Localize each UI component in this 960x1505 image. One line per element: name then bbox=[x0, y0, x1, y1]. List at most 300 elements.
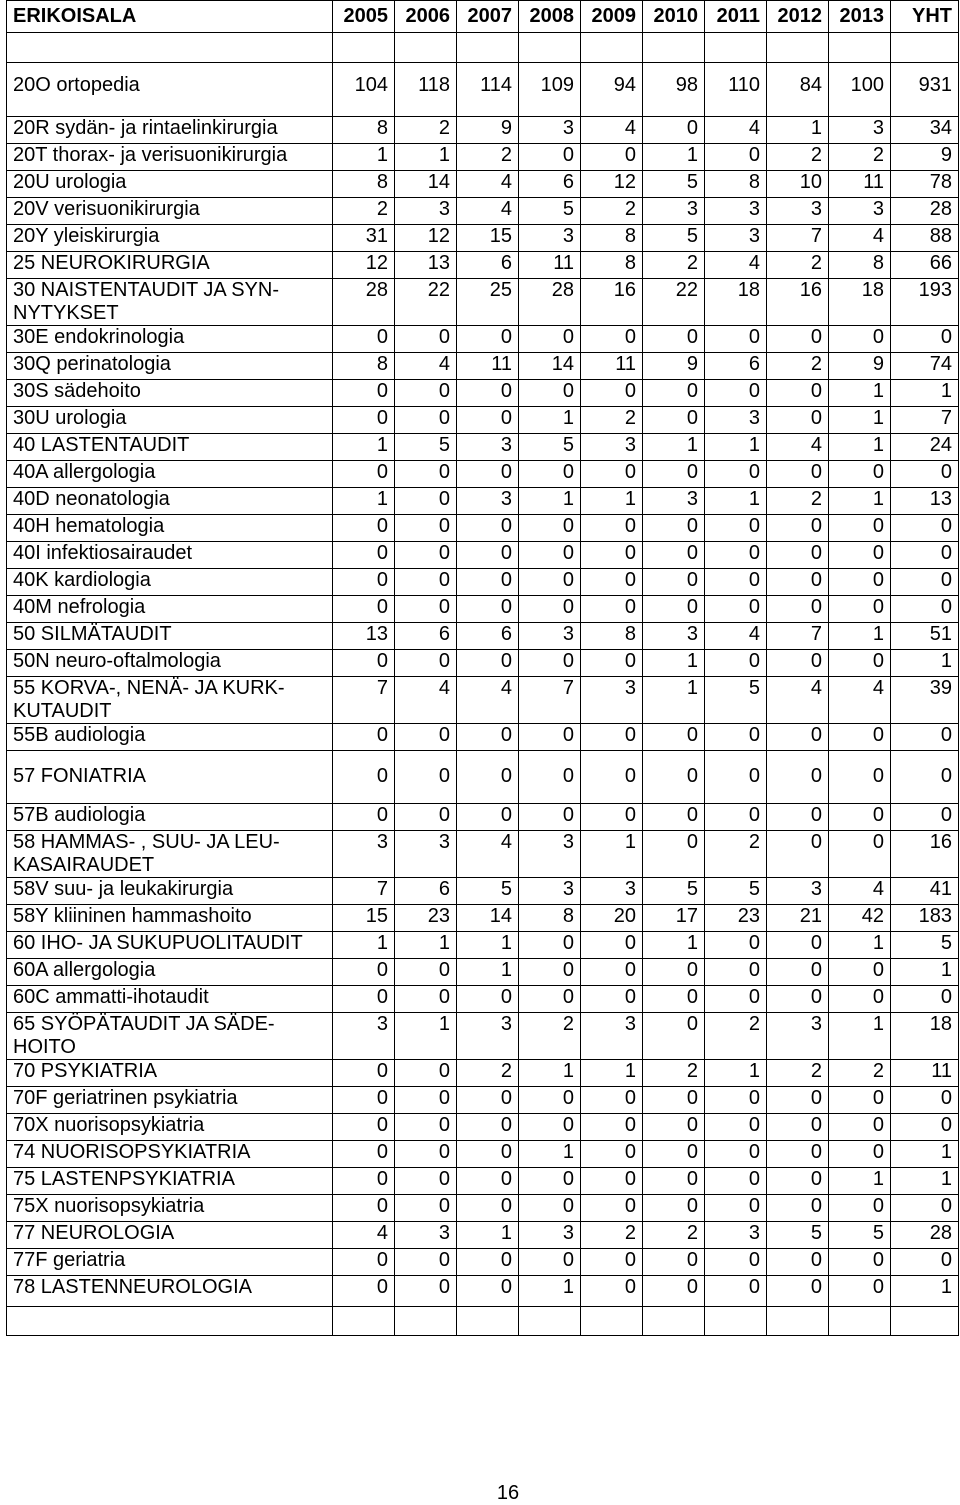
year-value-cell: 2 bbox=[457, 144, 519, 171]
empty-cell bbox=[395, 1307, 457, 1336]
year-value-cell: 4 bbox=[829, 878, 891, 905]
year-value-cell: 5 bbox=[705, 677, 767, 724]
specialty-name-cell: 70F geriatrinen psykiatria bbox=[7, 1087, 333, 1114]
specialty-name-cell: 30S sädehoito bbox=[7, 380, 333, 407]
table-row bbox=[7, 1276, 959, 1307]
year-value-cell: 0 bbox=[829, 515, 891, 542]
empty-cell bbox=[767, 1307, 829, 1336]
table-row bbox=[7, 804, 959, 831]
year-value-cell: 0 bbox=[767, 1168, 829, 1195]
year-value-cell: 0 bbox=[581, 932, 643, 959]
year-value-cell: 1 bbox=[333, 144, 395, 171]
year-value-cell: 11 bbox=[457, 353, 519, 380]
year-value-cell: 0 bbox=[519, 380, 581, 407]
total-cell: 0 bbox=[891, 569, 959, 596]
table-row bbox=[7, 1249, 959, 1276]
year-value-cell: 0 bbox=[705, 1087, 767, 1114]
table-row bbox=[7, 878, 959, 905]
year-value-cell: 0 bbox=[519, 542, 581, 569]
empty-cell bbox=[643, 1307, 705, 1336]
total-cell: 0 bbox=[891, 461, 959, 488]
year-value-cell: 0 bbox=[395, 1195, 457, 1222]
year-value-cell: 0 bbox=[457, 1114, 519, 1141]
specialty-name-cell: 20R sydän- ja rintaelinkirurgia bbox=[7, 117, 333, 144]
table-row bbox=[7, 1013, 959, 1060]
year-value-cell: 1 bbox=[829, 407, 891, 434]
year-value-cell: 0 bbox=[581, 751, 643, 804]
year-value-cell: 0 bbox=[705, 1141, 767, 1168]
total-cell: 7 bbox=[891, 407, 959, 434]
year-value-cell: 0 bbox=[705, 751, 767, 804]
year-value-cell: 109 bbox=[519, 63, 581, 117]
specialty-name-cell: 58V suu- ja leukakirurgia bbox=[7, 878, 333, 905]
year-value-cell: 0 bbox=[829, 1141, 891, 1168]
total-cell: 74 bbox=[891, 353, 959, 380]
year-value-cell: 3 bbox=[581, 878, 643, 905]
year-value-cell: 0 bbox=[705, 326, 767, 353]
year-value-cell: 0 bbox=[643, 515, 705, 542]
table-row bbox=[7, 144, 959, 171]
year-value-cell: 0 bbox=[643, 461, 705, 488]
year-value-cell: 5 bbox=[705, 878, 767, 905]
year-value-cell: 11 bbox=[829, 171, 891, 198]
year-value-cell: 0 bbox=[643, 117, 705, 144]
year-value-cell: 0 bbox=[767, 986, 829, 1013]
year-value-cell: 0 bbox=[333, 1114, 395, 1141]
year-value-cell: 0 bbox=[333, 1195, 395, 1222]
year-value-cell: 5 bbox=[457, 878, 519, 905]
year-value-cell: 20 bbox=[581, 905, 643, 932]
year-value-cell: 16 bbox=[767, 279, 829, 326]
year-value-cell: 0 bbox=[395, 1168, 457, 1195]
year-value-cell: 3 bbox=[395, 198, 457, 225]
year-value-cell: 0 bbox=[829, 1087, 891, 1114]
year-value-cell: 8 bbox=[333, 117, 395, 144]
year-value-cell: 4 bbox=[705, 252, 767, 279]
specialty-name-cell: 50 SILMÄTAUDIT bbox=[7, 623, 333, 650]
year-value-cell: 5 bbox=[643, 171, 705, 198]
year-value-cell: 4 bbox=[767, 434, 829, 461]
empty-cell bbox=[581, 33, 643, 63]
table-row bbox=[7, 407, 959, 434]
table-row bbox=[7, 986, 959, 1013]
year-value-cell: 104 bbox=[333, 63, 395, 117]
table-row bbox=[7, 326, 959, 353]
year-value-cell: 2 bbox=[829, 1060, 891, 1087]
year-value-cell: 11 bbox=[581, 353, 643, 380]
year-value-cell: 3 bbox=[705, 198, 767, 225]
year-value-cell: 0 bbox=[767, 1276, 829, 1307]
year-value-cell: 0 bbox=[705, 986, 767, 1013]
table-row bbox=[7, 252, 959, 279]
table-row bbox=[7, 1114, 959, 1141]
year-value-cell: 3 bbox=[519, 878, 581, 905]
year-value-cell: 1 bbox=[457, 959, 519, 986]
table-row bbox=[7, 905, 959, 932]
year-value-cell: 0 bbox=[705, 650, 767, 677]
year-value-cell: 0 bbox=[395, 407, 457, 434]
year-value-cell: 0 bbox=[457, 804, 519, 831]
year-value-cell: 1 bbox=[519, 1060, 581, 1087]
year-value-cell: 0 bbox=[333, 596, 395, 623]
year-value-cell: 12 bbox=[333, 252, 395, 279]
total-cell: 1 bbox=[891, 1141, 959, 1168]
specialty-name-cell: 40D neonatologia bbox=[7, 488, 333, 515]
year-value-cell: 0 bbox=[829, 1195, 891, 1222]
year-value-cell: 0 bbox=[333, 650, 395, 677]
year-value-cell: 0 bbox=[767, 515, 829, 542]
year-value-cell: 0 bbox=[829, 831, 891, 878]
year-value-cell: 0 bbox=[581, 1087, 643, 1114]
year-value-cell: 2 bbox=[643, 1222, 705, 1249]
year-value-cell: 8 bbox=[333, 353, 395, 380]
year-value-cell: 1 bbox=[705, 434, 767, 461]
year-value-cell: 0 bbox=[643, 1114, 705, 1141]
year-value-cell: 0 bbox=[581, 959, 643, 986]
year-value-cell: 0 bbox=[705, 1249, 767, 1276]
year-value-cell: 0 bbox=[643, 1195, 705, 1222]
year-value-cell: 0 bbox=[457, 515, 519, 542]
year-value-cell: 3 bbox=[643, 488, 705, 515]
year-value-cell: 0 bbox=[581, 1249, 643, 1276]
header-total: YHT bbox=[891, 1, 959, 33]
year-value-cell: 0 bbox=[395, 986, 457, 1013]
year-value-cell: 0 bbox=[767, 724, 829, 751]
year-value-cell: 0 bbox=[333, 1141, 395, 1168]
year-value-cell: 0 bbox=[705, 542, 767, 569]
year-value-cell: 0 bbox=[767, 831, 829, 878]
year-value-cell: 0 bbox=[457, 569, 519, 596]
table-row bbox=[7, 596, 959, 623]
year-value-cell: 0 bbox=[519, 959, 581, 986]
year-value-cell: 1 bbox=[829, 623, 891, 650]
year-value-cell: 0 bbox=[457, 1168, 519, 1195]
year-value-cell: 0 bbox=[829, 1114, 891, 1141]
year-value-cell: 0 bbox=[643, 1013, 705, 1060]
year-value-cell: 8 bbox=[581, 225, 643, 252]
total-cell: 1 bbox=[891, 380, 959, 407]
year-value-cell: 0 bbox=[705, 724, 767, 751]
year-value-cell: 0 bbox=[457, 542, 519, 569]
year-value-cell: 0 bbox=[457, 596, 519, 623]
total-cell: 13 bbox=[891, 488, 959, 515]
year-value-cell: 12 bbox=[395, 225, 457, 252]
year-value-cell: 1 bbox=[333, 434, 395, 461]
year-value-cell: 0 bbox=[333, 569, 395, 596]
year-value-cell: 0 bbox=[395, 1060, 457, 1087]
year-value-cell: 2 bbox=[767, 252, 829, 279]
total-cell: 0 bbox=[891, 804, 959, 831]
table-row bbox=[7, 1168, 959, 1195]
total-cell: 18 bbox=[891, 1013, 959, 1060]
total-cell: 0 bbox=[891, 1114, 959, 1141]
year-value-cell: 4 bbox=[457, 198, 519, 225]
year-value-cell: 0 bbox=[767, 959, 829, 986]
specialty-name-cell: 25 NEUROKIRURGIA bbox=[7, 252, 333, 279]
year-value-cell: 0 bbox=[395, 488, 457, 515]
year-value-cell: 0 bbox=[395, 461, 457, 488]
empty-cell bbox=[767, 33, 829, 63]
year-value-cell: 0 bbox=[643, 804, 705, 831]
year-value-cell: 4 bbox=[457, 831, 519, 878]
year-value-cell: 0 bbox=[581, 461, 643, 488]
empty-cell bbox=[581, 1307, 643, 1336]
year-value-cell: 0 bbox=[767, 326, 829, 353]
year-value-cell: 3 bbox=[519, 623, 581, 650]
year-value-cell: 3 bbox=[395, 831, 457, 878]
table-row bbox=[7, 569, 959, 596]
year-value-cell: 28 bbox=[333, 279, 395, 326]
year-value-cell: 0 bbox=[581, 650, 643, 677]
year-value-cell: 0 bbox=[457, 1195, 519, 1222]
specialty-name-cell: 58 HAMMAS- , SUU- JA LEU-KASAIRAUDET bbox=[7, 831, 333, 878]
header-year: 2006 bbox=[395, 1, 457, 33]
year-value-cell: 0 bbox=[643, 751, 705, 804]
year-value-cell: 0 bbox=[829, 569, 891, 596]
year-value-cell: 7 bbox=[333, 677, 395, 724]
table-row bbox=[7, 461, 959, 488]
specialty-name-cell: 20O ortopedia bbox=[7, 63, 333, 117]
total-cell: 0 bbox=[891, 724, 959, 751]
year-value-cell: 4 bbox=[457, 171, 519, 198]
year-value-cell: 3 bbox=[457, 488, 519, 515]
header-year: 2008 bbox=[519, 1, 581, 33]
year-value-cell: 8 bbox=[333, 171, 395, 198]
table-row bbox=[7, 1060, 959, 1087]
year-value-cell: 5 bbox=[643, 225, 705, 252]
specialty-name-cell: 40I infektiosairaudet bbox=[7, 542, 333, 569]
specialty-name-cell: 40H hematologia bbox=[7, 515, 333, 542]
year-value-cell: 0 bbox=[395, 804, 457, 831]
year-value-cell: 0 bbox=[333, 1249, 395, 1276]
year-value-cell: 4 bbox=[395, 677, 457, 724]
year-value-cell: 3 bbox=[767, 878, 829, 905]
table-row bbox=[7, 353, 959, 380]
specialty-name-cell: 40 LASTENTAUDIT bbox=[7, 434, 333, 461]
year-value-cell: 0 bbox=[581, 1141, 643, 1168]
empty-cell bbox=[705, 33, 767, 63]
total-cell: 66 bbox=[891, 252, 959, 279]
year-value-cell: 0 bbox=[333, 407, 395, 434]
year-value-cell: 0 bbox=[767, 407, 829, 434]
year-value-cell: 0 bbox=[581, 326, 643, 353]
specialty-name-cell: 30E endokrinologia bbox=[7, 326, 333, 353]
specialty-name-cell: 74 NUORISOPSYKIATRIA bbox=[7, 1141, 333, 1168]
year-value-cell: 0 bbox=[767, 380, 829, 407]
year-value-cell: 0 bbox=[333, 724, 395, 751]
table-row bbox=[7, 488, 959, 515]
year-value-cell: 0 bbox=[767, 461, 829, 488]
year-value-cell: 0 bbox=[395, 1249, 457, 1276]
year-value-cell: 0 bbox=[395, 326, 457, 353]
year-value-cell: 0 bbox=[643, 1087, 705, 1114]
total-cell: 0 bbox=[891, 596, 959, 623]
header-year: 2012 bbox=[767, 1, 829, 33]
year-value-cell: 3 bbox=[643, 198, 705, 225]
year-value-cell: 0 bbox=[519, 1249, 581, 1276]
year-value-cell: 0 bbox=[767, 932, 829, 959]
empty-cell bbox=[333, 33, 395, 63]
year-value-cell: 0 bbox=[581, 986, 643, 1013]
page-number: 16 bbox=[496, 1482, 520, 1504]
year-value-cell: 5 bbox=[395, 434, 457, 461]
year-value-cell: 0 bbox=[581, 1168, 643, 1195]
specialty-name-cell: 65 SYÖPÄTAUDIT JA SÄDE-HOITO bbox=[7, 1013, 333, 1060]
year-value-cell: 0 bbox=[643, 326, 705, 353]
year-value-cell: 3 bbox=[395, 1222, 457, 1249]
year-value-cell: 8 bbox=[581, 623, 643, 650]
year-value-cell: 0 bbox=[395, 1114, 457, 1141]
year-value-cell: 2 bbox=[829, 144, 891, 171]
year-value-cell: 3 bbox=[581, 677, 643, 724]
total-cell: 28 bbox=[891, 1222, 959, 1249]
year-value-cell: 0 bbox=[519, 144, 581, 171]
year-value-cell: 0 bbox=[395, 542, 457, 569]
year-value-cell: 0 bbox=[705, 515, 767, 542]
year-value-cell: 0 bbox=[829, 986, 891, 1013]
year-value-cell: 0 bbox=[581, 1276, 643, 1307]
year-value-cell: 0 bbox=[457, 751, 519, 804]
year-value-cell: 0 bbox=[519, 326, 581, 353]
year-value-cell: 0 bbox=[581, 596, 643, 623]
specialty-name-cell: 70X nuorisopsykiatria bbox=[7, 1114, 333, 1141]
empty-cell bbox=[395, 33, 457, 63]
empty-cell bbox=[829, 1307, 891, 1336]
table-row bbox=[7, 724, 959, 751]
year-value-cell: 0 bbox=[581, 144, 643, 171]
year-value-cell: 0 bbox=[333, 751, 395, 804]
year-value-cell: 22 bbox=[395, 279, 457, 326]
year-value-cell: 14 bbox=[395, 171, 457, 198]
year-value-cell: 0 bbox=[829, 724, 891, 751]
year-value-cell: 0 bbox=[767, 542, 829, 569]
year-value-cell: 0 bbox=[581, 515, 643, 542]
year-value-cell: 5 bbox=[519, 434, 581, 461]
year-value-cell: 1 bbox=[581, 831, 643, 878]
year-value-cell: 5 bbox=[519, 198, 581, 225]
year-value-cell: 0 bbox=[829, 650, 891, 677]
year-value-cell: 4 bbox=[705, 117, 767, 144]
empty-cell bbox=[643, 33, 705, 63]
year-value-cell: 3 bbox=[519, 831, 581, 878]
specialty-name-cell: 40K kardiologia bbox=[7, 569, 333, 596]
year-value-cell: 0 bbox=[829, 326, 891, 353]
year-value-cell: 1 bbox=[457, 1222, 519, 1249]
year-value-cell: 0 bbox=[395, 724, 457, 751]
year-value-cell: 0 bbox=[519, 724, 581, 751]
year-value-cell: 0 bbox=[395, 1087, 457, 1114]
table-trailing-space bbox=[7, 1307, 959, 1336]
year-value-cell: 42 bbox=[829, 905, 891, 932]
table-row bbox=[7, 1141, 959, 1168]
year-value-cell: 0 bbox=[705, 461, 767, 488]
year-value-cell: 1 bbox=[395, 144, 457, 171]
year-value-cell: 3 bbox=[519, 117, 581, 144]
year-value-cell: 0 bbox=[333, 959, 395, 986]
table-row bbox=[7, 542, 959, 569]
year-value-cell: 7 bbox=[767, 623, 829, 650]
year-value-cell: 1 bbox=[643, 932, 705, 959]
year-value-cell: 1 bbox=[643, 434, 705, 461]
year-value-cell: 0 bbox=[395, 1141, 457, 1168]
year-value-cell: 0 bbox=[333, 380, 395, 407]
year-value-cell: 4 bbox=[829, 225, 891, 252]
year-value-cell: 4 bbox=[829, 677, 891, 724]
year-value-cell: 1 bbox=[705, 488, 767, 515]
table-row bbox=[7, 1087, 959, 1114]
year-value-cell: 94 bbox=[581, 63, 643, 117]
year-value-cell: 3 bbox=[457, 434, 519, 461]
year-value-cell: 6 bbox=[395, 878, 457, 905]
year-value-cell: 0 bbox=[333, 1168, 395, 1195]
year-value-cell: 2 bbox=[333, 198, 395, 225]
year-value-cell: 0 bbox=[767, 1249, 829, 1276]
total-cell: 931 bbox=[891, 63, 959, 117]
specialty-name-cell: 55 KORVA-, NENÄ- JA KURK-KUTAUDIT bbox=[7, 677, 333, 724]
year-value-cell: 6 bbox=[705, 353, 767, 380]
year-value-cell: 13 bbox=[395, 252, 457, 279]
year-value-cell: 0 bbox=[643, 724, 705, 751]
year-value-cell: 0 bbox=[829, 959, 891, 986]
year-value-cell: 0 bbox=[519, 804, 581, 831]
year-value-cell: 0 bbox=[457, 407, 519, 434]
year-value-cell: 0 bbox=[643, 596, 705, 623]
specialty-name-cell: 77 NEUROLOGIA bbox=[7, 1222, 333, 1249]
year-value-cell: 0 bbox=[519, 751, 581, 804]
year-value-cell: 17 bbox=[643, 905, 705, 932]
year-value-cell: 1 bbox=[519, 407, 581, 434]
year-value-cell: 23 bbox=[705, 905, 767, 932]
year-value-cell: 0 bbox=[519, 1168, 581, 1195]
total-cell: 0 bbox=[891, 1087, 959, 1114]
year-value-cell: 2 bbox=[705, 831, 767, 878]
year-value-cell: 114 bbox=[457, 63, 519, 117]
year-value-cell: 0 bbox=[643, 1168, 705, 1195]
year-value-cell: 22 bbox=[643, 279, 705, 326]
year-value-cell: 1 bbox=[829, 1013, 891, 1060]
year-value-cell: 1 bbox=[519, 1276, 581, 1307]
year-value-cell: 0 bbox=[705, 804, 767, 831]
year-value-cell: 9 bbox=[457, 117, 519, 144]
specialty-name-cell: 40A allergologia bbox=[7, 461, 333, 488]
table-row bbox=[7, 1222, 959, 1249]
year-value-cell: 16 bbox=[581, 279, 643, 326]
year-value-cell: 0 bbox=[457, 1276, 519, 1307]
year-value-cell: 1 bbox=[519, 1141, 581, 1168]
year-value-cell: 4 bbox=[581, 117, 643, 144]
year-value-cell: 0 bbox=[767, 751, 829, 804]
year-value-cell: 0 bbox=[829, 804, 891, 831]
year-value-cell: 0 bbox=[705, 1168, 767, 1195]
year-value-cell: 0 bbox=[705, 596, 767, 623]
specialty-name-cell: 70 PSYKIATRIA bbox=[7, 1060, 333, 1087]
year-value-cell: 0 bbox=[643, 407, 705, 434]
empty-cell bbox=[7, 33, 333, 63]
specialty-name-cell: 55B audiologia bbox=[7, 724, 333, 751]
year-value-cell: 0 bbox=[457, 461, 519, 488]
year-value-cell: 1 bbox=[457, 932, 519, 959]
year-value-cell: 9 bbox=[829, 353, 891, 380]
year-value-cell: 5 bbox=[829, 1222, 891, 1249]
total-cell: 11 bbox=[891, 1060, 959, 1087]
specialty-name-cell: 75 LASTENPSYKIATRIA bbox=[7, 1168, 333, 1195]
year-value-cell: 1 bbox=[395, 1013, 457, 1060]
year-value-cell: 6 bbox=[519, 171, 581, 198]
table-row bbox=[7, 434, 959, 461]
year-value-cell: 4 bbox=[767, 677, 829, 724]
header-spacer-row bbox=[7, 33, 959, 63]
total-cell: 9 bbox=[891, 144, 959, 171]
